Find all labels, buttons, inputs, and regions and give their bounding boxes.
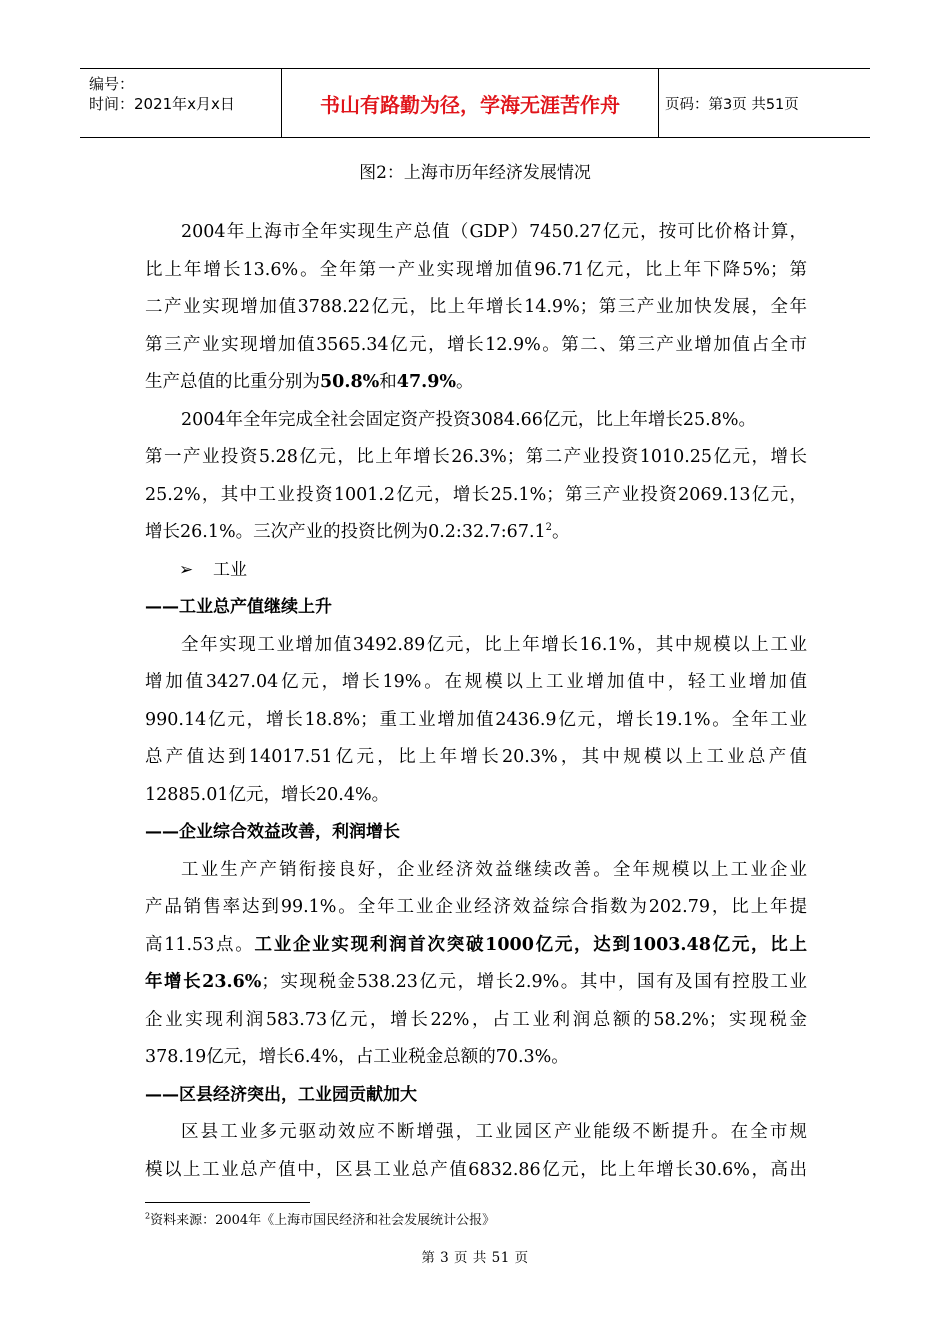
text-line: 12885.01亿元，增长20.4%。 <box>145 784 390 805</box>
text-line: 25.2%，其中工业投资1001.2亿元，增长25.1%；第三产业投资2069.13亿元， <box>145 484 807 505</box>
section-heading-industry <box>145 552 807 590</box>
figure-caption: 图2：上海市历年经济发展情况 <box>359 163 591 183</box>
page-header <box>80 68 870 138</box>
text-line: 比上年增长13.6%。全年第一产业实现增加值96.71亿元，比上年下降5%；第 <box>145 259 807 280</box>
text-line <box>145 927 807 965</box>
text-line <box>145 514 807 552</box>
text-line: 第三产业实现增加值3565.34亿元，增长12.9%。第二、第三产业增加值占全市 <box>145 334 807 355</box>
bold-text-run: 年增长23.6% <box>145 972 262 992</box>
footnote-separator <box>145 1202 310 1203</box>
footnote-marker: 2 <box>145 1211 151 1221</box>
header-number: 编号： <box>89 75 135 93</box>
text-line: 企业实现利润583.73亿元，增长22%，占工业利润总额的58.2%；实现税金 <box>145 1009 807 1030</box>
footnote-reference[interactable]: 2 <box>545 522 553 534</box>
text-run: 和 <box>379 372 397 392</box>
bold-text-run: 工业企业实现利润首次突破1000亿元，达到1003.48亿元，比上 <box>254 934 807 955</box>
paragraph-investment <box>145 402 807 552</box>
header-time: 时间：2021年x月x日 <box>89 95 235 113</box>
paragraph-profit <box>145 852 807 1077</box>
text-line <box>145 364 807 402</box>
header-motto: 书山有路勤为径，学海无涯苦作舟 <box>282 69 659 137</box>
paragraph-districts <box>145 1114 807 1189</box>
text-run: 高11.53点。 <box>145 934 255 955</box>
text-line: 2004年上海市全年实现生产总值（GDP）7450.27亿元，按可比价格计算， <box>181 222 807 242</box>
text-line: 2004年全年完成全社会固定资产投资3084.66亿元，比上年增长25.8%。 <box>181 409 756 430</box>
header-page-info: 页码：第3页 共51页 <box>665 96 799 113</box>
section-title: 工业 <box>213 559 247 580</box>
text-run: 。 <box>456 372 474 392</box>
bold-value: 47.9% <box>396 372 457 392</box>
text-line: 模以上工业总产值中，区县工业总产值6832.86亿元，比上年增长30.6%，高出 <box>145 1159 807 1180</box>
text-line: 第一产业投资5.28亿元，比上年增长26.3%；第二产业投资1010.25亿元，增长 <box>145 447 807 467</box>
subheading-output: ——工业总产值继续上升 <box>145 597 332 617</box>
text-line: 总产值达到14017.51亿元，比上年增长20.3%，其中规模以上工业总产值 <box>145 747 807 767</box>
document-body <box>145 214 807 1189</box>
paragraph-gdp <box>145 214 807 402</box>
subheading-districts: ——区县经济突出，工业园贡献加大 <box>145 1084 417 1105</box>
footnote <box>145 1209 495 1228</box>
text-line: 378.19亿元，增长6.4%，占工业税金总额的70.3%。 <box>145 1047 569 1067</box>
text-run: 生产总值的比重分别为 <box>145 372 320 392</box>
text-run: 增长26.1%。三次产业的投资比例为0.2:32.7:67.1 <box>145 522 546 542</box>
header-left-cell <box>80 69 282 137</box>
text-line: 二产业实现增加值3788.22亿元，比上年增长14.9%；第三产业加快发展，全年 <box>145 297 807 317</box>
text-line: 区县工业多元驱动效应不断增强，工业园区产业能级不断提升。在全市规 <box>181 1122 807 1142</box>
text-line: 990.14亿元，增长18.8%；重工业增加值2436.9亿元，增长19.1%。全年工业 <box>145 709 807 730</box>
subheading-profit: ——企业综合效益改善，利润增长 <box>145 822 400 842</box>
text-line <box>145 964 807 1002</box>
text-line: 工业生产产销衔接良好，企业经济效益继续改善。全年规模以上工业企业 <box>181 859 807 880</box>
text-run: 。 <box>552 522 570 542</box>
text-line: 全年实现工业增加值3492.89亿元，比上年增长16.1%，其中规模以上工业 <box>181 634 807 655</box>
text-run: ；实现税金538.23亿元，增长2.9%。其中，国有及国有控股工业 <box>261 972 807 992</box>
bold-value: 50.8% <box>320 372 380 392</box>
paragraph-output <box>145 627 807 815</box>
page-footer: 第 3 页 共 51 页 <box>421 1250 529 1266</box>
arrow-bullet-icon: ➢ <box>179 559 194 580</box>
text-line: 增加值3427.04亿元，增长19%。在规模以上工业增加值中，轻工业增加值 <box>145 672 807 692</box>
text-line: 产品销售率达到99.1%。全年工业企业经济效益综合指数为202.79，比上年提 <box>145 897 807 917</box>
footnote-text: 资料来源：2004年《上海市国民经济和社会发展统计公报》 <box>150 1213 496 1228</box>
